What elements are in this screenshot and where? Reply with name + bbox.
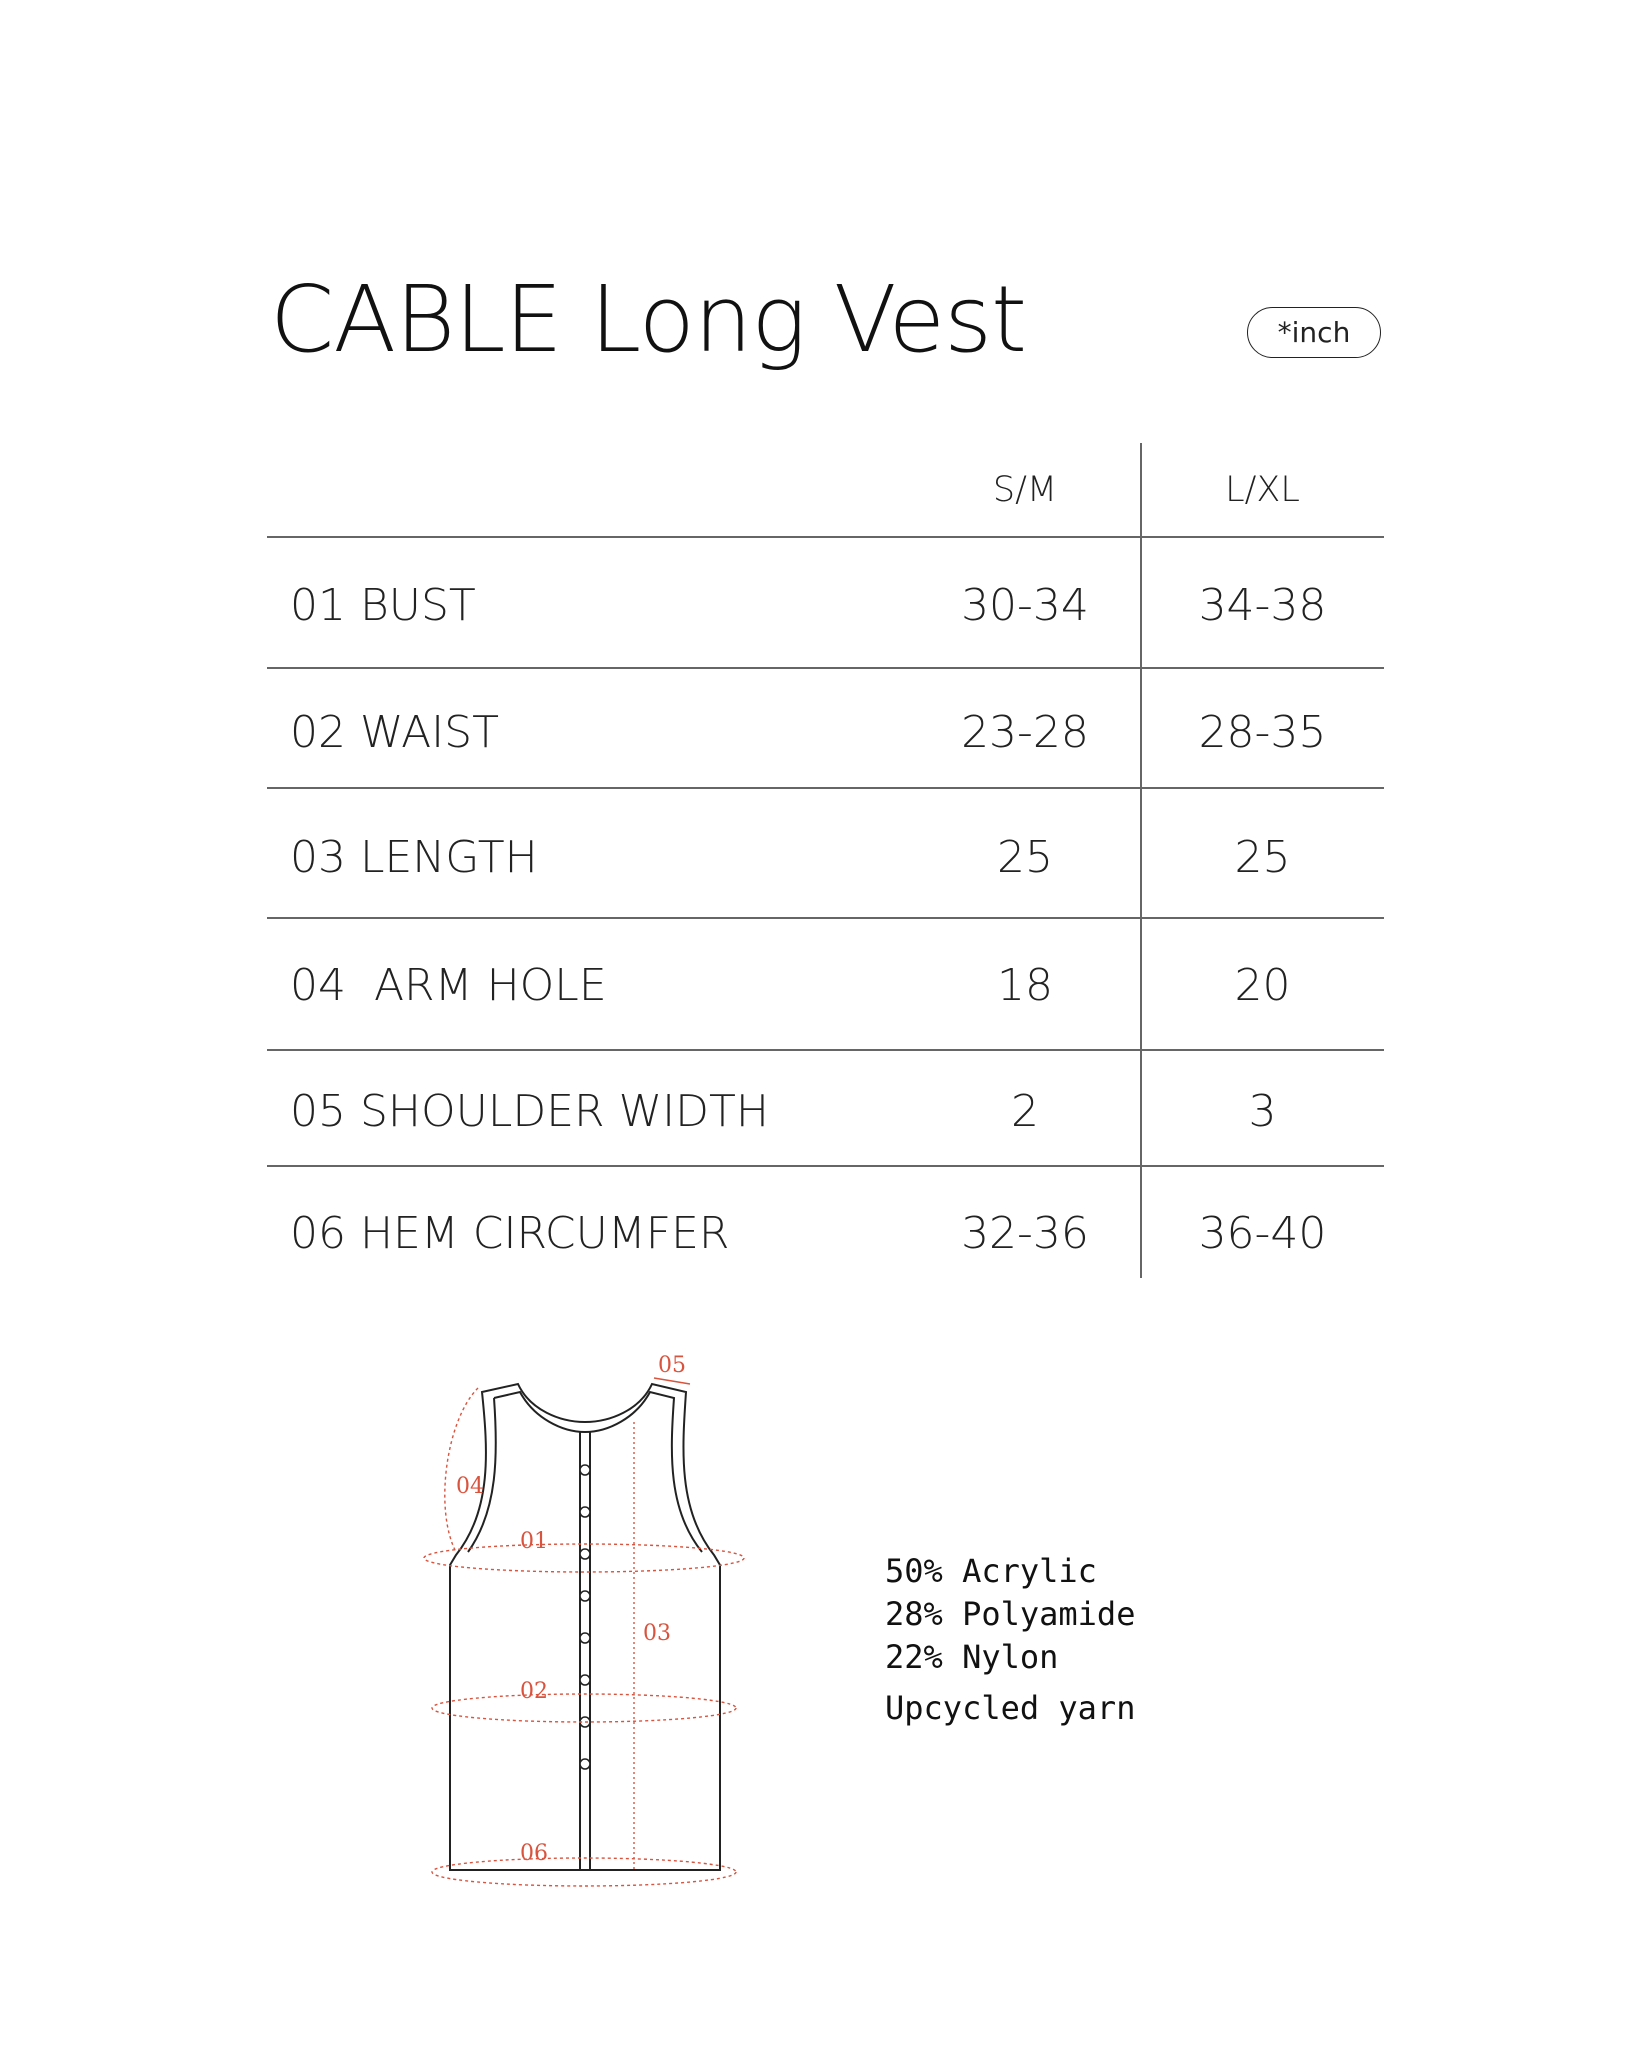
row-label-length: 03 LENGTH: [290, 831, 538, 883]
length-sm-value: 25: [997, 831, 1053, 883]
label-01: 01: [520, 1529, 548, 1554]
row-divider: [267, 917, 1384, 919]
label-03: 03: [643, 1621, 671, 1646]
shoulder-width-lxl-value: 3: [1248, 1085, 1277, 1137]
vest-measurement-diagram: [410, 1340, 770, 1900]
row-label-arm-hole: 04 ARM HOLE: [290, 959, 607, 1011]
material-line: 28% Polyamide: [885, 1595, 1136, 1633]
waist-lxl-value: 28-35: [1198, 706, 1327, 758]
page-title: CABLE Long Vest: [270, 266, 1027, 373]
header-lxl: L/XL: [1225, 470, 1300, 510]
row-divider: [267, 667, 1384, 669]
label-05: 05: [658, 1353, 686, 1378]
bust-sm-value: 30-34: [961, 579, 1089, 631]
label-02: 02: [520, 1679, 548, 1704]
row-label-shoulder-width: 05 SHOULDER WIDTH: [290, 1085, 769, 1137]
row-divider: [267, 787, 1384, 789]
row-label-hem: 06 HEM CIRCUMFER: [290, 1207, 730, 1259]
bust-lxl-value: 34-38: [1198, 579, 1327, 631]
arm-hole-lxl-value: 20: [1234, 959, 1291, 1011]
buttons: [580, 1465, 590, 1769]
shoulder-measure: [654, 1378, 690, 1384]
arm-hole-sm-value: 18: [997, 959, 1053, 1011]
material-line: 50% Acrylic: [885, 1552, 1097, 1590]
label-04: 04: [456, 1474, 484, 1499]
unit-badge: *inch: [1247, 307, 1381, 358]
row-label-waist: 02 WAIST: [290, 706, 499, 758]
material-line: 22% Nylon: [885, 1638, 1059, 1676]
header-sm: S/M: [992, 470, 1058, 510]
label-06: 06: [520, 1841, 548, 1866]
shoulder-width-sm-value: 2: [1011, 1085, 1039, 1137]
measurement-guides: [424, 1378, 744, 1886]
row-divider: [267, 1049, 1384, 1051]
length-lxl-value: 25: [1234, 831, 1291, 883]
column-divider: [1140, 443, 1142, 1278]
hem-sm-value: 32-36: [961, 1207, 1089, 1259]
row-divider: [267, 1165, 1384, 1167]
hem-lxl-value: 36-40: [1198, 1207, 1327, 1259]
row-divider: [267, 536, 1384, 538]
hem-measure: [432, 1858, 736, 1886]
waist-sm-value: 23-28: [961, 706, 1089, 758]
material-composition: [885, 1550, 1135, 1730]
material-note: Upcycled yarn: [885, 1689, 1136, 1727]
vest-outline: [450, 1384, 720, 1870]
row-label-bust: 01 BUST: [290, 579, 476, 631]
